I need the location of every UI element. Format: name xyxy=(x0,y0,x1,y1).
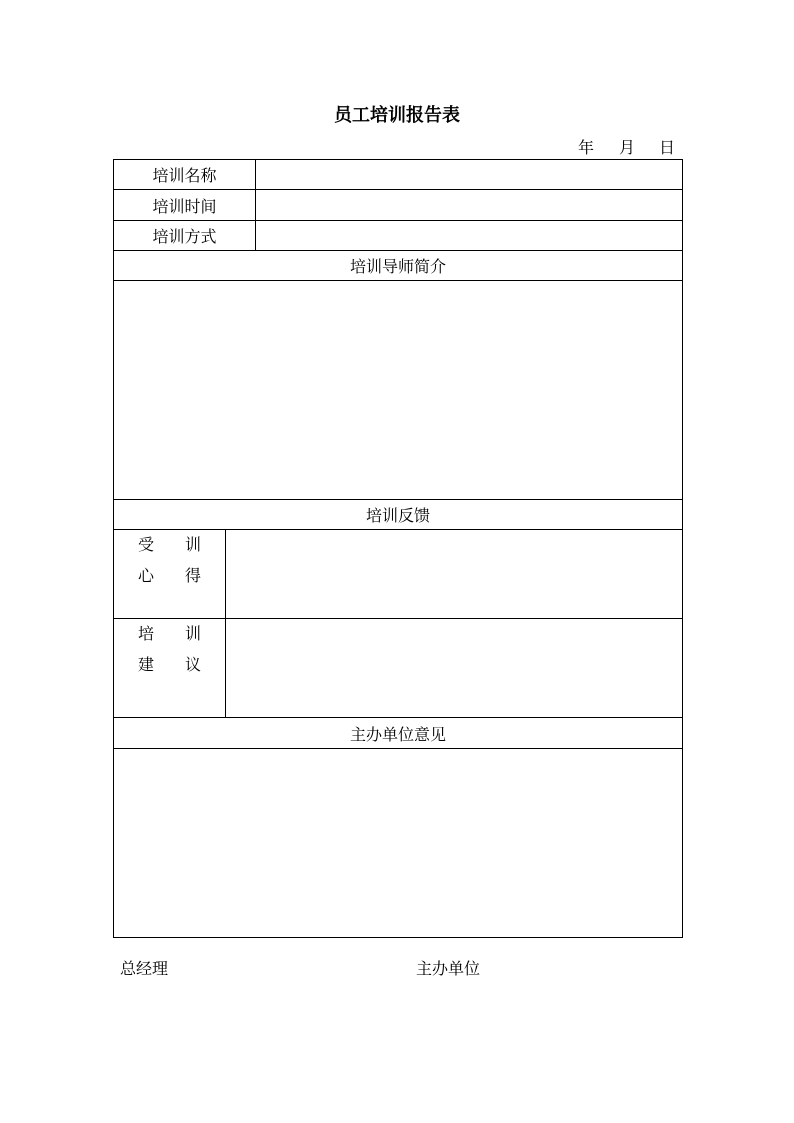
suggestion-char-1: 培 xyxy=(137,624,154,643)
training-time-field[interactable] xyxy=(256,190,683,221)
organizer-opinion-heading: 主办单位意见 xyxy=(114,718,683,749)
experience-label xyxy=(114,530,226,619)
date-day-label: 日 xyxy=(659,138,676,157)
organizer-opinion-field[interactable] xyxy=(114,749,683,938)
experience-char-1: 受 xyxy=(137,535,154,554)
experience-char-3: 心 xyxy=(137,566,154,585)
general-manager-label: 总经理 xyxy=(120,959,169,978)
training-report-form xyxy=(113,159,683,938)
training-method-field[interactable] xyxy=(256,221,683,251)
experience-field[interactable] xyxy=(226,530,683,619)
experience-char-2: 训 xyxy=(184,535,201,554)
row-instructor-intro-body xyxy=(114,281,683,500)
training-name-field[interactable] xyxy=(256,160,683,190)
row-organizer-opinion-body xyxy=(114,749,683,938)
suggestion-field[interactable] xyxy=(226,619,683,718)
instructor-intro-field[interactable] xyxy=(114,281,683,500)
feedback-heading: 培训反馈 xyxy=(114,500,683,530)
row-feedback-experience xyxy=(114,530,683,619)
row-feedback-head xyxy=(114,500,683,530)
suggestion-char-2: 训 xyxy=(184,624,201,643)
instructor-intro-heading: 培训导师简介 xyxy=(114,251,683,281)
experience-char-4: 得 xyxy=(184,566,201,585)
suggestion-char-3: 建 xyxy=(137,655,154,674)
date-year-label: 年 xyxy=(578,138,595,157)
row-training-method xyxy=(114,221,683,251)
suggestion-label xyxy=(114,619,226,718)
row-feedback-suggestion xyxy=(114,619,683,718)
training-time-label: 培训时间 xyxy=(114,190,256,221)
training-name-label: 培训名称 xyxy=(114,160,256,190)
organizer-label: 主办单位 xyxy=(416,959,481,978)
suggestion-char-4: 议 xyxy=(184,655,201,674)
row-organizer-opinion-head xyxy=(114,718,683,749)
date-month-label: 月 xyxy=(619,138,636,157)
row-instructor-intro-head xyxy=(114,251,683,281)
form-title: 员工培训报告表 xyxy=(334,105,460,126)
training-method-label: 培训方式 xyxy=(114,221,256,251)
row-training-name xyxy=(114,160,683,190)
row-training-time xyxy=(114,190,683,221)
